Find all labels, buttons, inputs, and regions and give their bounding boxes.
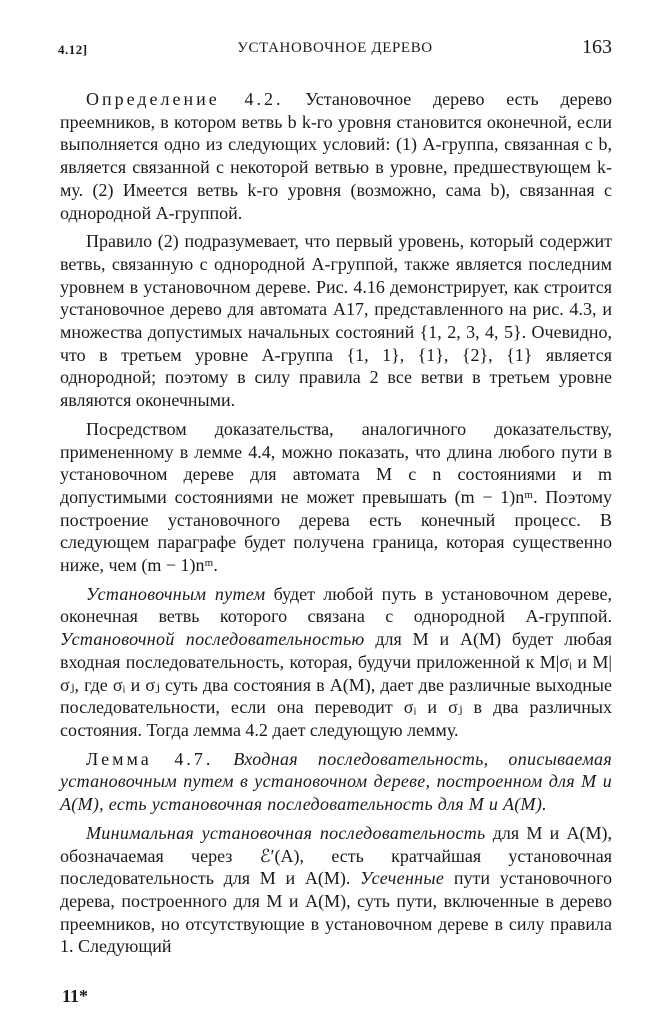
- lemma-paragraph: [60, 748, 612, 816]
- homing-sequence-text: для M и A(M) будет любая входная последовательность, которая, будучи приложенной к M|σᵢ и M|σⱼ, где σᵢ и σⱼ суть два состояния в A(M), дает две различные выходные последовательности, если она переводит σᵢ и σⱼ в два различных состояния. Тогда лемма 4.2 дает следующую лемму.: [60, 629, 612, 740]
- path-length-paragraph: Посредством доказательства, аналогичного доказательству, примененному в лемме 4.4, можно показать, что длина любого пути в установочном дереве для автомата M с n состояниями и m допустимыми состояниями не может превышать (m − 1)nᵐ. Поэтому построение установочного дерева есть конечный процесс. В следующем параграфе будет получена граница, которая существенно ниже, чем (m − 1)nᵐ.: [60, 418, 612, 576]
- section-number: 4.12]: [58, 42, 88, 57]
- lemma-label: Лемма 4.7.: [86, 748, 214, 769]
- running-header: [58, 36, 612, 60]
- page-number: 163: [582, 36, 612, 58]
- homing-sequence-paragraph: [60, 583, 612, 742]
- signature-mark: 11*: [62, 986, 89, 1006]
- definition-paragraph: [60, 88, 612, 224]
- term-homing-sequence: Установочной последовательностью: [60, 629, 365, 650]
- term-homing-path: Установочным путем: [86, 583, 266, 604]
- definition-label: Определение 4.2.: [86, 89, 284, 109]
- term-truncated: Усеченные: [360, 868, 445, 889]
- running-title: УСТАНОВОЧНОЕ ДЕРЕВО: [237, 40, 433, 56]
- minimal-sequence-paragraph: [60, 822, 612, 958]
- lemma-statement: Входная последовательность, описываемая установочным путем в установочном дереве, построенном для M и A(M), есть установочная последовательность для M и A(M).: [60, 748, 612, 815]
- truncated-paths-text: пути установочного дерева, построенного для M и A(M), суть пути, включенные в дерево преемников, но отсутствующие в установочном дереве в силу правила 1. Следующий: [60, 868, 613, 957]
- definition-text: Установочное дерево есть дерево преемников, в котором ветвь b k-го уровня становится оконечной, если выполняется одно из следующих условий: (1) A-группа, связанная с b, является связанной с некоторой ветвью в уровне, предшествующем k-му. (2) Имеется ветвь k-го уровня (возможно, сама b), связанная с однородной A-группой.: [60, 89, 612, 223]
- term-minimal-sequence: Минимальная установочная последовательность: [86, 822, 486, 843]
- homing-path-text: будет любой путь в установочном дереве, оконечная ветвь которого связана с однородной A-группой.: [60, 583, 612, 627]
- page-body: [60, 88, 612, 964]
- minimal-sequence-text: для M и A(M), обозначаемая через ℰ′(A), есть кратчайшая установочная последовательность для M и A(M).: [60, 822, 612, 889]
- rule-explanation-paragraph: Правило (2) подразумевает, что первый уровень, который содержит ветвь, связанную с однородной A-группой, также является последним уровнем в установочном дереве. Рис. 4.16 демонстрирует, как строится установочное дерево для автомата A17, представленного на рис. 4.3, и множества допустимых начальных состояний {1, 2, 3, 4, 5}. Очевидно, что в третьем уровне A-группа {1, 1}, {1}, {2}, {1} является однородной; поэтому в силу правила 2 все ветви в третьем уровне являются оконечными.: [60, 231, 612, 411]
